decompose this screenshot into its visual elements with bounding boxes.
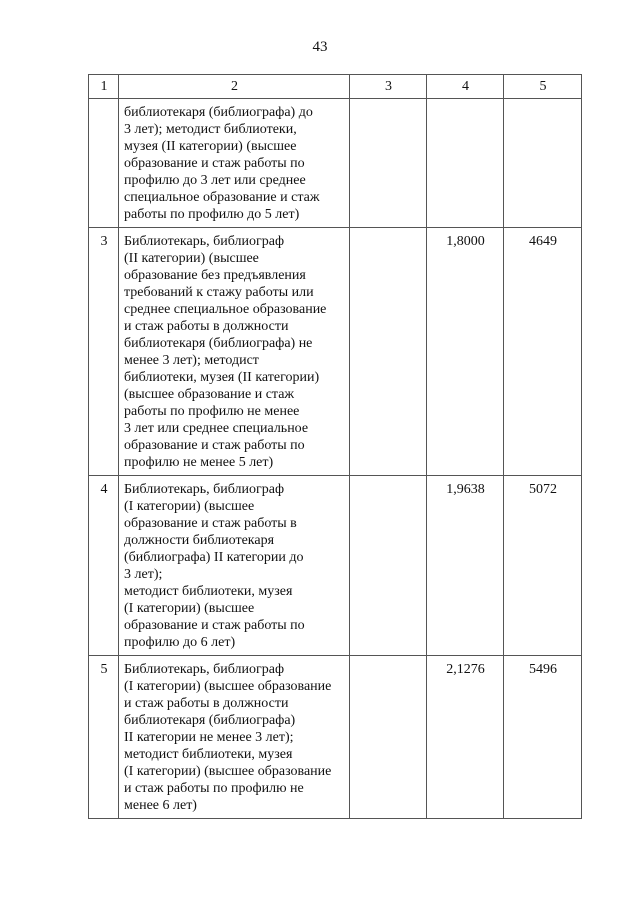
row-number: 5 <box>89 656 119 819</box>
header-cell: 3 <box>350 75 427 99</box>
column-3-cell <box>350 228 427 476</box>
header-cell: 1 <box>89 75 119 99</box>
salary-table <box>88 74 582 819</box>
row-number: 3 <box>89 228 119 476</box>
salary-cell <box>504 99 582 228</box>
row-number: 4 <box>89 476 119 656</box>
header-cell: 2 <box>119 75 350 99</box>
salary-cell: 4649 <box>504 228 582 476</box>
position-description: Библиотекарь, библиограф (I категории) (высшее образование и стаж работы в должности библиотекаря (библиографа) II категории до 3 лет); методист библиотеки, музея (I категории) (высшее образование и стаж работы по профилю до 6 лет) <box>119 476 350 656</box>
header-cell: 4 <box>427 75 504 99</box>
position-description: Библиотекарь, библиограф (I категории) (высшее образование и стаж работы в должности библиотекаря (библиографа) II категории не менее 3 лет); методист библиотеки, музея (I категории) (высшее образование и стаж работы по профилю не менее 6 лет) <box>119 656 350 819</box>
position-description: библиотекаря (библиографа) до 3 лет); методист библиотеки, музея (II категории) (высшее образование и стаж работы по профилю до 3 лет или среднее специальное образование и стаж работы по профилю до 5 лет) <box>119 99 350 228</box>
table-row <box>89 99 582 228</box>
column-3-cell <box>350 656 427 819</box>
coefficient-cell: 1,8000 <box>427 228 504 476</box>
page-number: 43 <box>312 39 328 55</box>
coefficient-cell <box>427 99 504 228</box>
salary-cell: 5496 <box>504 656 582 819</box>
column-3-cell <box>350 99 427 228</box>
table-row <box>89 228 582 476</box>
salary-cell: 5072 <box>504 476 582 656</box>
row-number <box>89 99 119 228</box>
header-cell: 5 <box>504 75 582 99</box>
coefficient-cell: 2,1276 <box>427 656 504 819</box>
column-3-cell <box>350 476 427 656</box>
table-header-row <box>89 75 582 99</box>
table-row <box>89 656 582 819</box>
position-description: Библиотекарь, библиограф (II категории) (высшее образование без предъявления требований к стажу работы или среднее специальное образование и стаж работы в должности библиотекаря (библиографа) не менее 3 лет); методист библиотеки, музея (II категории) (высшее образование и стаж работы по профилю не менее 3 лет или среднее специальное образование и стаж работы по профилю не менее 5 лет) <box>119 228 350 476</box>
table-row <box>89 476 582 656</box>
coefficient-cell: 1,9638 <box>427 476 504 656</box>
